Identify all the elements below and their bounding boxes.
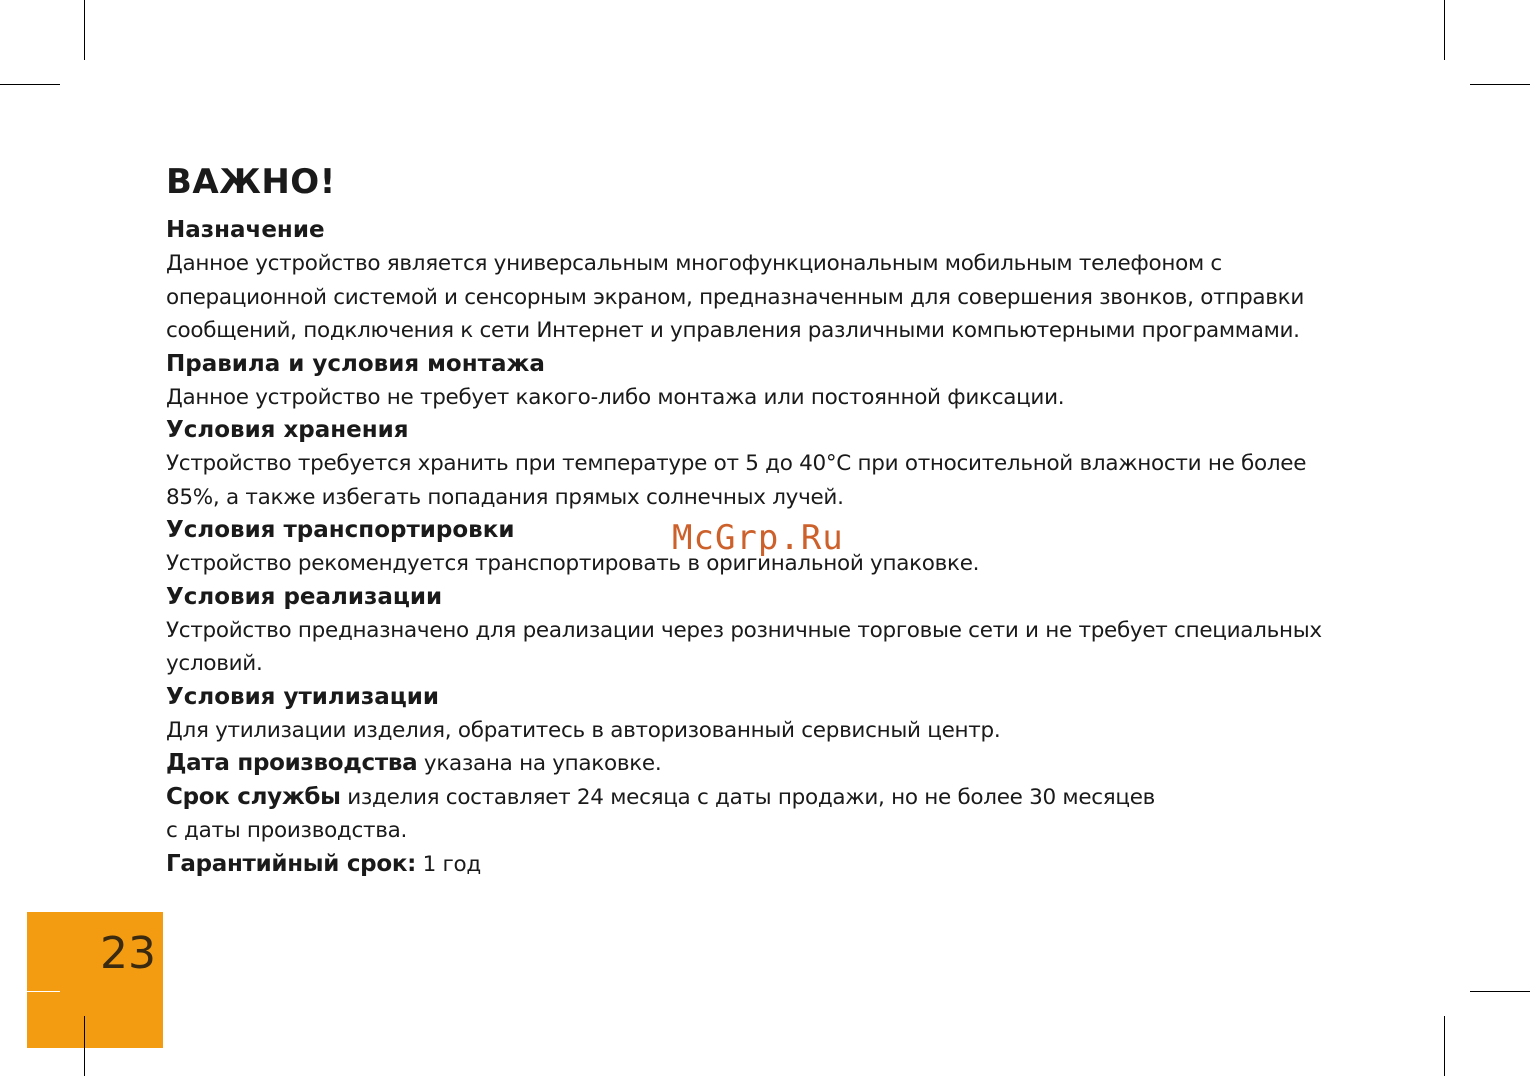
paragraph-line: Устройство предназначено для реализации через розничные торговые сети и не требует специальных — [166, 617, 1322, 643]
paragraph-line: сообщений, подключения к сети Интернет и управления различными компьютерными программами. — [166, 318, 1300, 343]
crop-mark — [1444, 1016, 1445, 1076]
crop-mark — [0, 991, 60, 992]
service-life-label: Срок службы — [166, 783, 341, 810]
paragraph-line: Устройство рекомендуется транспортировать в оригинальной упаковке. — [166, 551, 980, 576]
paragraph-line: Данное устройство не требует какого-либо монтажа или постоянной фиксации. — [166, 384, 1065, 410]
paragraph-line: Данное устройство является универсальным многофункциональным мобильным телефоном с — [166, 251, 1222, 276]
paragraph-line: условий. — [166, 651, 263, 676]
section-heading-sale: Условия реализации — [166, 583, 443, 610]
crop-mark — [1470, 991, 1530, 992]
paragraph-line: Для утилизации изделия, обратитесь в авторизованный сервисный центр. — [166, 717, 1001, 743]
watermark: McGrp.Ru — [672, 518, 844, 558]
warranty-line — [166, 848, 1366, 882]
crop-mark — [84, 1016, 85, 1076]
production-date-text: указана на упаковке. — [417, 751, 662, 776]
section-heading-purpose: Назначение — [166, 217, 325, 243]
page-title: ВАЖНО! — [166, 162, 336, 202]
section-heading-disposal: Условия утилизации — [166, 683, 440, 710]
paragraph-line: 85%, а также избегать попадания прямых солнечных лучей. — [166, 484, 844, 510]
production-date-line — [166, 747, 1366, 781]
section-heading-mounting: Правила и условия монтажа — [166, 350, 545, 377]
section-heading-storage: Условия хранения — [166, 417, 409, 443]
section-heading-transport: Условия транспортировки — [166, 517, 515, 543]
production-date-label: Дата производства — [166, 750, 418, 776]
warranty-text: 1 год — [416, 851, 481, 877]
service-life-text: изделия составляет 24 месяца с даты продажи, но не более 30 месяцев — [340, 784, 1156, 810]
paragraph-line: Устройство требуется хранить при температуре от 5 до 40°С при относительной влажности не более — [166, 451, 1307, 476]
crop-mark — [1470, 84, 1530, 85]
paragraph-line: операционной системой и сенсорным экраном, предназначенным для совершения звонков, отправки — [166, 284, 1305, 310]
service-life-line — [166, 781, 1366, 815]
crop-mark — [84, 0, 85, 60]
crop-mark — [0, 84, 60, 85]
service-life-line-2: с даты производства. — [166, 818, 408, 843]
page-number: 23 — [100, 928, 156, 979]
warranty-label: Гарантийный срок: — [166, 850, 417, 877]
crop-mark — [1444, 0, 1445, 60]
